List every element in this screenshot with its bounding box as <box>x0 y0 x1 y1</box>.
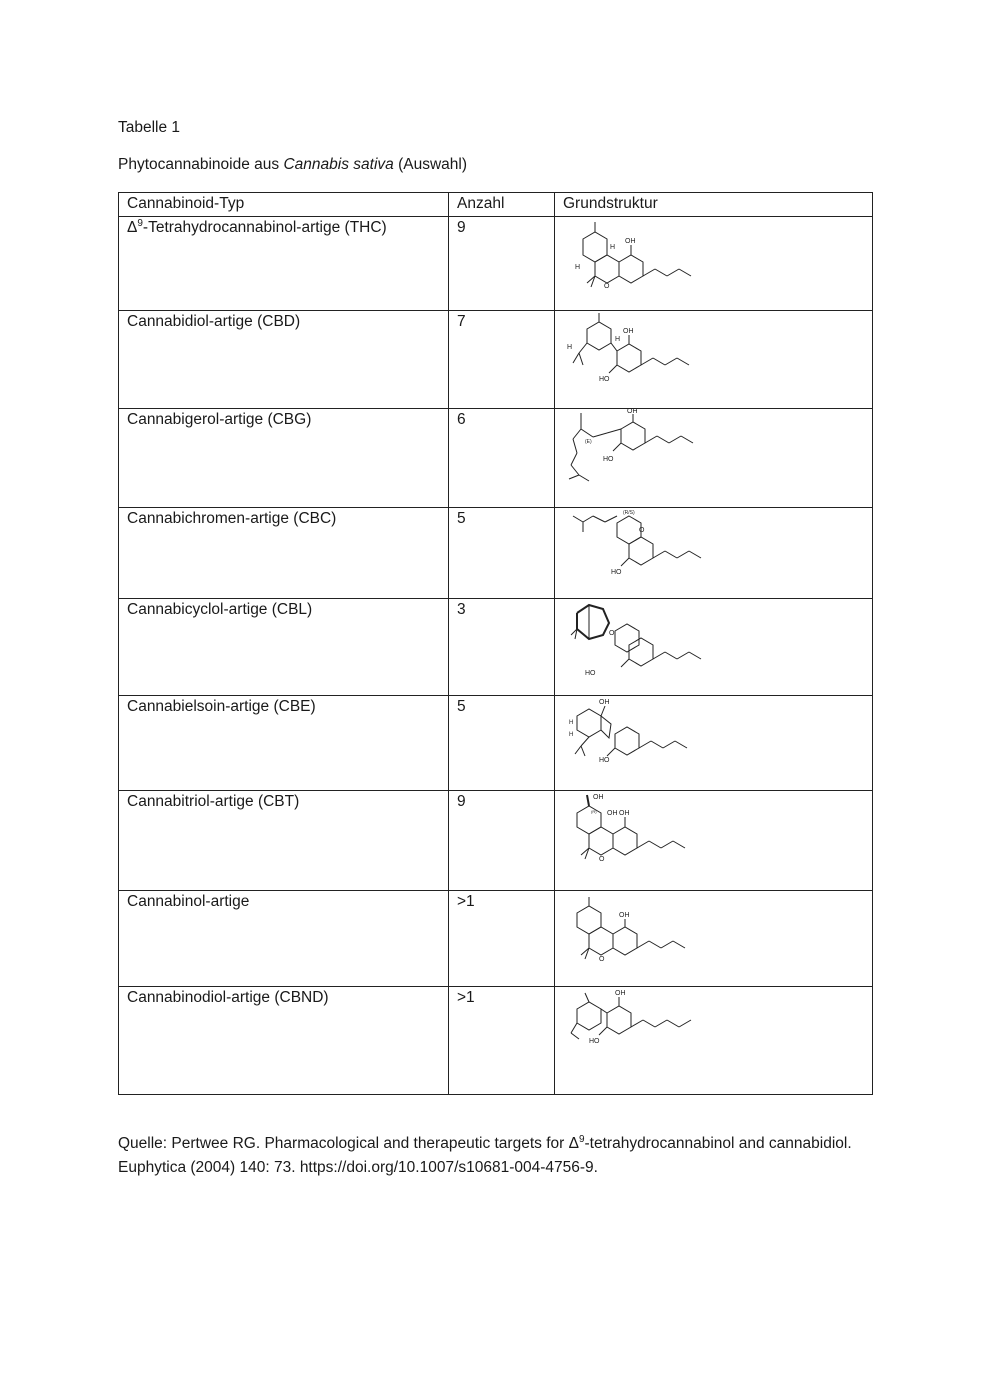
svg-text:OH: OH <box>625 238 636 245</box>
structure-cell <box>555 791 873 891</box>
table-header-row <box>119 193 873 217</box>
header-type: Cannabinoid-Typ <box>119 193 449 217</box>
cannabinoid-name: Cannabigerol-artige (CBG) <box>119 409 449 508</box>
table-label: Tabelle 1 <box>118 119 181 136</box>
structure-cell <box>555 217 873 311</box>
structure-cell <box>555 599 873 696</box>
table-row <box>119 409 873 508</box>
svg-text:OH: OH <box>599 699 610 706</box>
svg-text:OH: OH <box>593 794 604 801</box>
svg-text:(R): (R) <box>591 809 597 814</box>
cannabinoid-count: 5 <box>449 508 555 599</box>
cbc-structure-icon <box>563 508 713 592</box>
cbl-structure-icon <box>563 599 713 689</box>
structure-cell <box>555 409 873 508</box>
cannabinoid-name: Cannabichromen-artige (CBC) <box>119 508 449 599</box>
cbg-structure-icon <box>563 409 713 499</box>
cannabinoid-count: >1 <box>449 891 555 987</box>
cbt-structure-icon <box>563 791 713 883</box>
table-caption: Phytocannabinoide aus Cannabis sativa (Auswahl) <box>118 156 467 173</box>
svg-text:OH: OH <box>607 810 618 817</box>
table-row <box>119 791 873 891</box>
header-count: Anzahl <box>449 193 555 217</box>
cannabinoid-name: Cannabitriol-artige (CBT) <box>119 791 449 891</box>
cannabinoid-count: 9 <box>449 217 555 311</box>
structure-cell <box>555 508 873 599</box>
cannabinoid-name: Cannabidiol-artige (CBD) <box>119 311 449 409</box>
svg-text:O: O <box>599 956 605 963</box>
table-row <box>119 508 873 599</box>
cannabinoid-name: Cannabinol-artige <box>119 891 449 987</box>
cannabinoid-count: 3 <box>449 599 555 696</box>
svg-text:OH: OH <box>619 912 630 919</box>
structure-cell <box>555 696 873 791</box>
table-row <box>119 217 873 311</box>
svg-text:HO: HO <box>585 670 596 677</box>
table-row <box>119 311 873 409</box>
svg-text:H: H <box>615 336 621 343</box>
svg-text:H: H <box>569 732 574 738</box>
table-row <box>119 987 873 1095</box>
table-row <box>119 891 873 987</box>
svg-text:HO: HO <box>611 569 622 576</box>
table-row <box>119 599 873 696</box>
svg-text:O: O <box>609 630 615 637</box>
cannabinoid-table <box>118 192 873 1095</box>
cbe-structure-icon <box>563 696 713 784</box>
cannabinoid-count: 9 <box>449 791 555 891</box>
svg-text:H: H <box>610 244 616 251</box>
cbnd-structure-icon <box>563 987 713 1077</box>
svg-text:O: O <box>599 856 605 863</box>
cbn-structure-icon <box>563 891 713 979</box>
source-citation: Quelle: Pertwee RG. Pharmacological and therapeutic targets for $\Delta^9$-tetrahydrocannabinol and cannabidiol. Euphytica (2004) 140: 73. https://doi.org/10.1007/s10681-004-4756-9. <box>118 1133 852 1176</box>
svg-text:HO: HO <box>589 1038 600 1045</box>
species-name: Cannabis sativa <box>283 156 394 173</box>
structure-cell <box>555 987 873 1095</box>
cannabinoid-count: 5 <box>449 696 555 791</box>
cannabinoid-name: Cannabicyclol-artige (CBL) <box>119 599 449 696</box>
svg-text:OH: OH <box>623 328 634 335</box>
cannabinoid-name: Cannabielsoin-artige (CBE) <box>119 696 449 791</box>
svg-text:HO: HO <box>599 757 610 764</box>
svg-text:H: H <box>569 720 574 726</box>
table-row <box>119 696 873 791</box>
svg-text:(R/S): (R/S) <box>623 510 635 516</box>
structure-cell <box>555 891 873 987</box>
cannabinoid-name: $\Delta^9-Tetrahydrocannabinol$-artige (THC) <box>119 217 449 311</box>
cbd-structure-icon <box>563 311 703 401</box>
svg-text:H: H <box>575 264 581 271</box>
svg-text:(E): (E) <box>585 439 592 445</box>
thc-structure-icon <box>563 217 703 303</box>
svg-text:HO: HO <box>603 456 614 463</box>
cannabinoid-count: >1 <box>449 987 555 1095</box>
cannabinoid-name: Cannabinodiol-artige (CBND) <box>119 987 449 1095</box>
svg-text:OH: OH <box>619 810 630 817</box>
cannabinoid-count: 6 <box>449 409 555 508</box>
structure-cell <box>555 311 873 409</box>
svg-text:OH: OH <box>615 990 626 997</box>
header-structure: Grundstruktur <box>555 193 873 217</box>
svg-text:O: O <box>639 527 645 534</box>
cannabinoid-count: 7 <box>449 311 555 409</box>
svg-text:H: H <box>567 344 573 351</box>
svg-text:OH: OH <box>627 409 638 415</box>
svg-text:O: O <box>604 283 610 290</box>
svg-text:HO: HO <box>599 376 610 383</box>
